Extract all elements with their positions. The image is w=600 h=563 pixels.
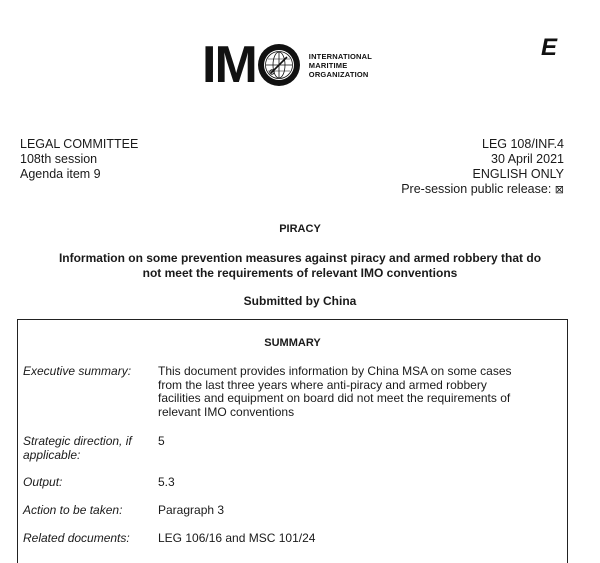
agenda-item: Agenda item 9 (20, 167, 101, 181)
title-line: Information on some prevention measures against piracy and armed robbery that do (58, 251, 542, 265)
org-name-line: ORGANIZATION (308, 69, 369, 79)
logo-letter-m: M (214, 36, 256, 94)
strategic-label-line: Strategic direction, if (23, 434, 132, 448)
release-label: Pre-session public release: (401, 182, 552, 196)
related-documents-label: Related documents: (23, 531, 130, 545)
summary-row-action (23, 504, 563, 518)
action-value: Paragraph 3 (158, 503, 225, 517)
summary-row-executive (23, 365, 563, 419)
logo-letter-i: I (202, 36, 215, 94)
output-label: Output: (23, 475, 63, 489)
release-checkbox: ⊠ (554, 183, 564, 196)
executive-summary-text (158, 365, 563, 419)
executive-line: relevant IMO conventions (158, 404, 295, 419)
document-header (0, 0, 600, 110)
title-line: not meet the requirements of relevant IMO conventions (142, 266, 458, 280)
logo-wordmark (202, 36, 305, 94)
executive-summary-label: Executive summary: (23, 364, 132, 378)
committee-name: LEGAL COMMITTEE (20, 137, 139, 151)
document-title (20, 251, 580, 281)
action-label: Action to be taken: (23, 503, 123, 517)
document-info (401, 137, 564, 197)
imo-logo (202, 36, 373, 94)
output-value: 5.3 (158, 475, 175, 489)
summary-heading: SUMMARY (264, 337, 321, 349)
subject-heading: PIRACY (279, 223, 321, 235)
executive-line: This document provides information by China MSA on some cases (158, 364, 512, 378)
executive-line: facilities and equipment on board did not meet the requirements of (158, 391, 511, 405)
document-language: ENGLISH ONLY (472, 167, 564, 181)
summary-row-output (23, 476, 563, 490)
submitted-by: Submitted by China (243, 294, 357, 308)
organization-name (309, 52, 372, 79)
summary-table (17, 319, 568, 563)
release-status (401, 182, 564, 197)
org-name-line: MARITIME (308, 60, 348, 70)
strategic-label-line: applicable: (23, 447, 81, 462)
imo-emblem-icon (257, 43, 301, 87)
summary-row-related (23, 532, 563, 546)
document-date: 30 April 2021 (491, 152, 564, 166)
related-documents-value: LEG 106/16 and MSC 101/24 (158, 531, 316, 545)
strategic-direction-value: 5 (158, 434, 165, 448)
org-name-line: INTERNATIONAL (308, 51, 373, 61)
session-number: 108th session (20, 152, 98, 166)
strategic-direction-label (23, 435, 158, 462)
language-mark: E (540, 34, 557, 61)
document-symbol: LEG 108/INF.4 (482, 137, 564, 151)
committee-info (20, 137, 138, 182)
executive-line: from the last three years where anti-piracy and armed robbery (158, 377, 487, 392)
summary-row-strategic (23, 435, 563, 462)
